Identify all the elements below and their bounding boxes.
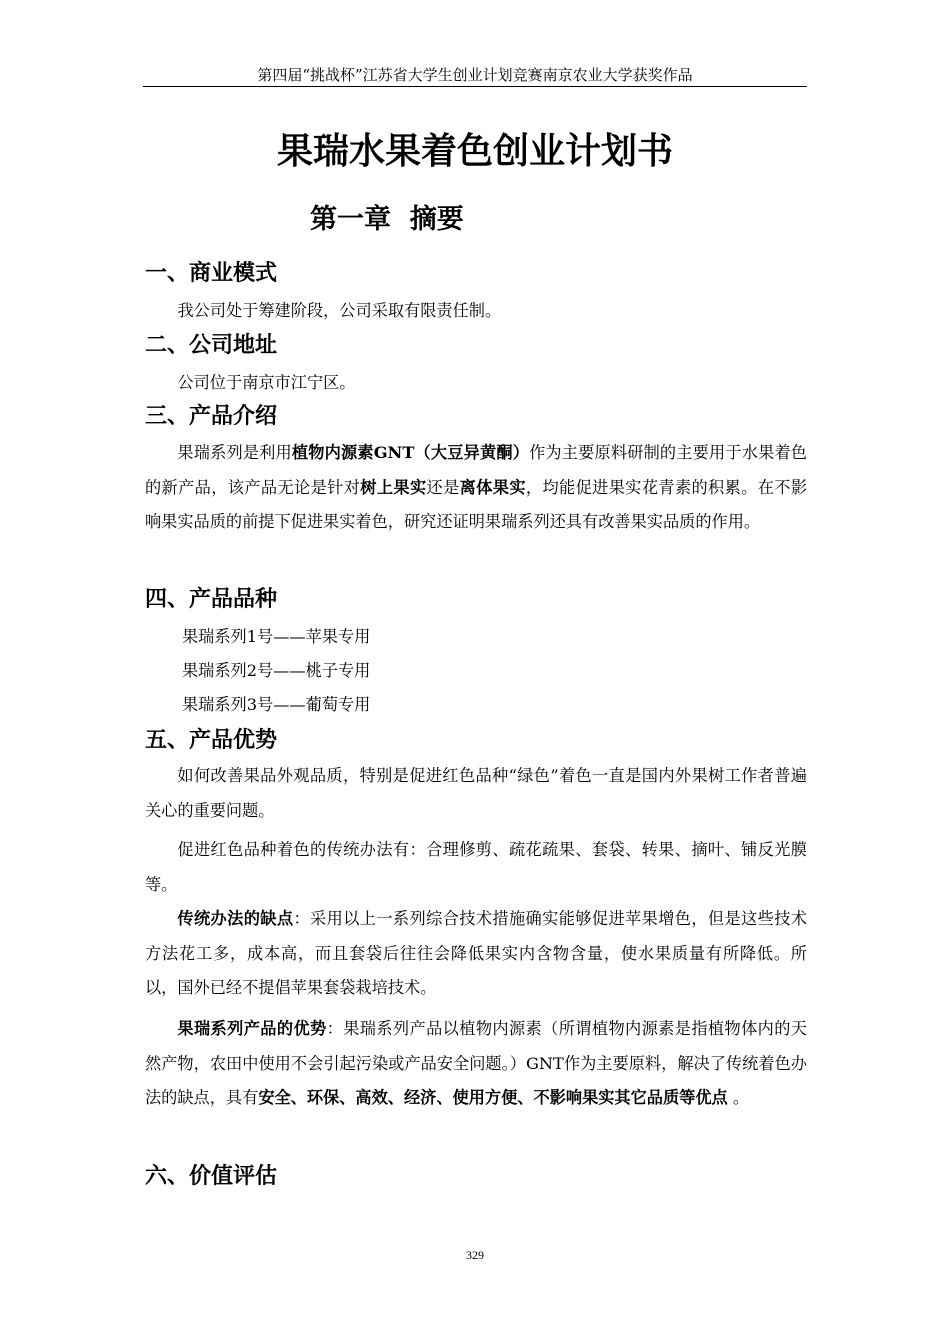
section-heading-valuation: 六、价值评估 [145,1164,278,1189]
section-text-business-model: 我公司处于筹建阶段，公司采取有限责任制。 [177,301,502,320]
document-title: 果瑞水果着色创业计划书 [276,130,673,172]
paragraph-traditional-methods: 促进红色品种着色的传统办法有：合理修剪、疏花疏果、套袋、转果、摘叶、铺反光膜等。 [145,840,807,894]
list-item: 果瑞系列3号——葡萄专用 [182,695,371,714]
running-header: 第四届“挑战杯”江苏省大学生创业计划竞赛南京农业大学获奖作品 [143,66,807,87]
paragraph-coloring-problem: 如何改善果品外观品质，特别是促进红色品种“绿色”着色一直是国内外果树工作者普遍关心的重要问题。 [145,766,807,820]
section-text-product-intro: 果瑞系列是利用植物内源素GNT（大豆异黄酮）作为主要原料研制的主要用于水果着色的新产品，该产品无论是针对树上果实还是离体果实，均能促进果实花青素的积累。在不影响果实品质的前提下促进果实着色，研究还证明果瑞系列还具有改善果实品质的作用。 [145,443,808,532]
page-number: 329 [466,1248,484,1262]
list-item: 果瑞系列2号——桃子专用 [182,661,371,680]
section-heading-product-intro: 三、产品介绍 [145,404,278,429]
chapter-heading: 第一章 摘要 [310,204,464,235]
section-heading-product-varieties: 四、产品品种 [145,587,278,612]
paragraph-product-advantages: 果瑞系列产品的优势：果瑞系列产品以植物内源素（所谓植物内源素是指植物体内的天然产物，农田中使用不会引起污染或产品安全问题。）GNT作为主要原料，解决了传统着色办法的缺点，具有安全、环保、高效、经济、使用方便、不影响果实其它品质等优点 。 [145,1019,808,1108]
section-text-address: 公司位于南京市江宁区。 [177,373,356,392]
paragraph-traditional-drawbacks: 传统办法的缺点：采用以上一系列综合技术措施确实能够促进苹果增色，但是这些技术方法花工多，成本高，而且套袋后往往会降低果实内含物含量，使水果质量有所降低。所以，国外已经不提倡苹果套袋栽培技术。 [145,909,808,998]
section-heading-product-advantages: 五、产品优势 [145,728,278,753]
section-heading-address: 二、公司地址 [145,333,278,358]
list-item: 果瑞系列1号——苹果专用 [182,627,371,646]
section-heading-business-model: 一、商业模式 [145,261,278,286]
